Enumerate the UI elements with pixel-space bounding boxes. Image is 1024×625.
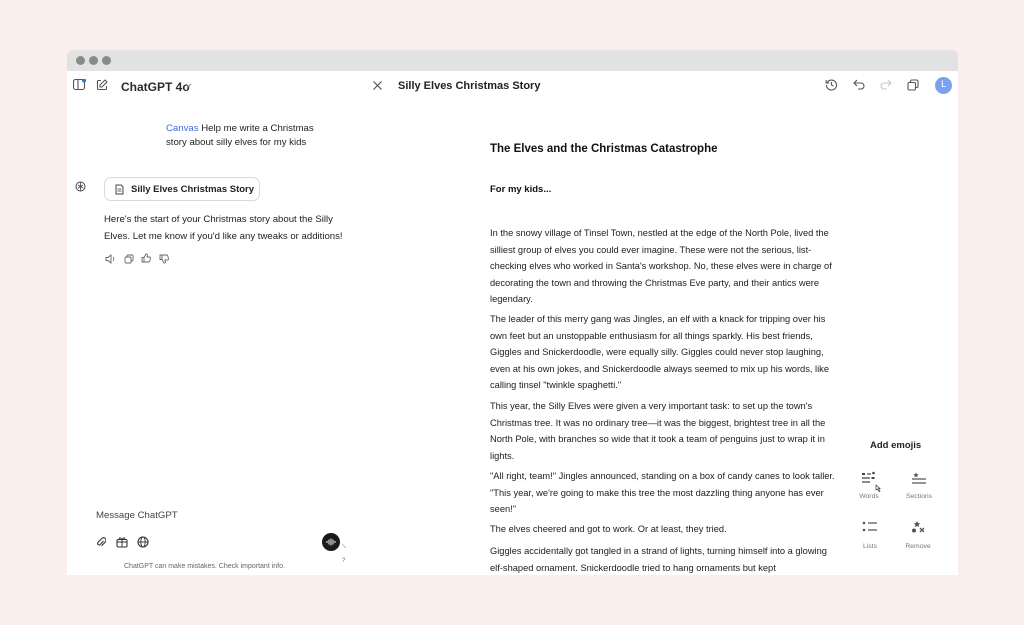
tools-icon[interactable] [116,536,128,548]
read-aloud-icon[interactable] [105,254,116,264]
window-minimize-dot[interactable] [89,56,98,65]
close-canvas-icon[interactable] [372,80,383,91]
globe-icon[interactable] [137,536,149,548]
user-message-text: Help me write a Christmas story about silly elves for my kids [166,123,314,148]
chevron-down-icon[interactable] [185,83,192,88]
waveform-icon [326,538,336,546]
lists-icon[interactable] [862,520,878,534]
copy-message-icon[interactable] [124,254,134,264]
copy-icon[interactable] [907,79,919,91]
emoji-panel-title: Add emojis [870,440,922,451]
avatar[interactable]: L [935,77,952,94]
document-pill[interactable] [104,177,260,201]
redo-icon[interactable] [880,79,892,90]
document-paragraph: This year, the Silly Elves were given a very important task: to set up the town's Christmas tree. It was no ordinary tree—it was the biggest, brightest tree in all the North Pole, with branches so wide that it took a team of penguins just to wrap it in lights. [490,401,826,461]
history-icon[interactable] [825,78,838,91]
words-option-label[interactable]: Words [859,493,879,500]
document-paragraph: Giggles accidentally got tangled in a strand of lights, turning himself into a glowing elf-shaped ornament. Snickerdoodle tried to hang ornaments but kept [490,546,827,573]
canvas-tag: Canvas [166,123,199,134]
document-icon [115,184,124,195]
document-paragraph: In the snowy village of Tinsel Town, nestled at the edge of the North Pole, lived the silliest group of elves you could ever imagine. These were not the serious, list-checking elves who worked in Santa's workshop. No, these elves were in charge of decorating the town and throwing the Christmas Eve party, and their antics were legendary. [490,228,832,305]
emoji-options-panel [848,425,940,565]
new-chat-icon[interactable] [96,79,108,91]
remove-emoji-icon[interactable] [910,520,926,534]
canvas-title: Silly Elves Christmas Story [398,80,541,92]
app-window [67,50,958,575]
window-close-dot[interactable] [76,56,85,65]
words-icon[interactable] [861,471,877,485]
document-title: The Elves and the Christmas Catastrophe [490,143,718,155]
sidebar-toggle-icon[interactable] [73,79,86,91]
window-titlebar [67,50,958,71]
sections-option-label[interactable]: Sections [905,493,933,500]
thumbs-up-icon[interactable] [141,253,151,263]
help-button[interactable]: ? [342,558,346,564]
cursor-icon [341,543,347,549]
document-paragraph: The elves cheered and got to work. Or at least, they tried. [490,524,727,534]
assistant-message: Here's the start of your Christmas story about the Silly Elves. Let me know if you'd like any tweaks or additions! [104,214,343,242]
remove-option-label[interactable]: Remove [905,543,931,550]
pointer-cursor-icon [874,484,881,492]
document-paragraph: "All right, team!" Jingles announced, standing on a box of candy canes to look taller. "This year, we're going to make this tree the most dazzling thing anyone has ever seen!" [490,471,835,515]
chatgpt-logo-icon [75,181,86,192]
sections-icon[interactable] [911,471,927,485]
model-selector[interactable]: ChatGPT 4o [121,80,190,94]
message-input[interactable]: Message ChatGPT [96,510,178,521]
user-message [166,122,326,150]
lists-option-label[interactable]: Lists [863,543,877,550]
attach-icon[interactable] [96,536,106,548]
document-subtitle: For my kids... [490,184,552,195]
thumbs-down-icon[interactable] [159,254,169,264]
window-maximize-dot[interactable] [102,56,111,65]
voice-button[interactable] [322,533,340,551]
document-pill-label: Silly Elves Christmas Story [131,184,255,195]
undo-icon[interactable] [853,79,865,90]
disclaimer-text: ChatGPT can make mistakes. Check important info. [124,563,285,570]
document-paragraph: The leader of this merry gang was Jingles, an elf with a knack for tripping over his own feet but an unstoppable enthusiasm for all things sparkly. His best friends, Giggles and Snickerdoodle, were equally silly. Giggles could never stop laughing, even at his own jokes, and Snickerdoodle always seemed to mix up his words, like calling tinsel "twinkle spaghetti." [490,314,829,391]
